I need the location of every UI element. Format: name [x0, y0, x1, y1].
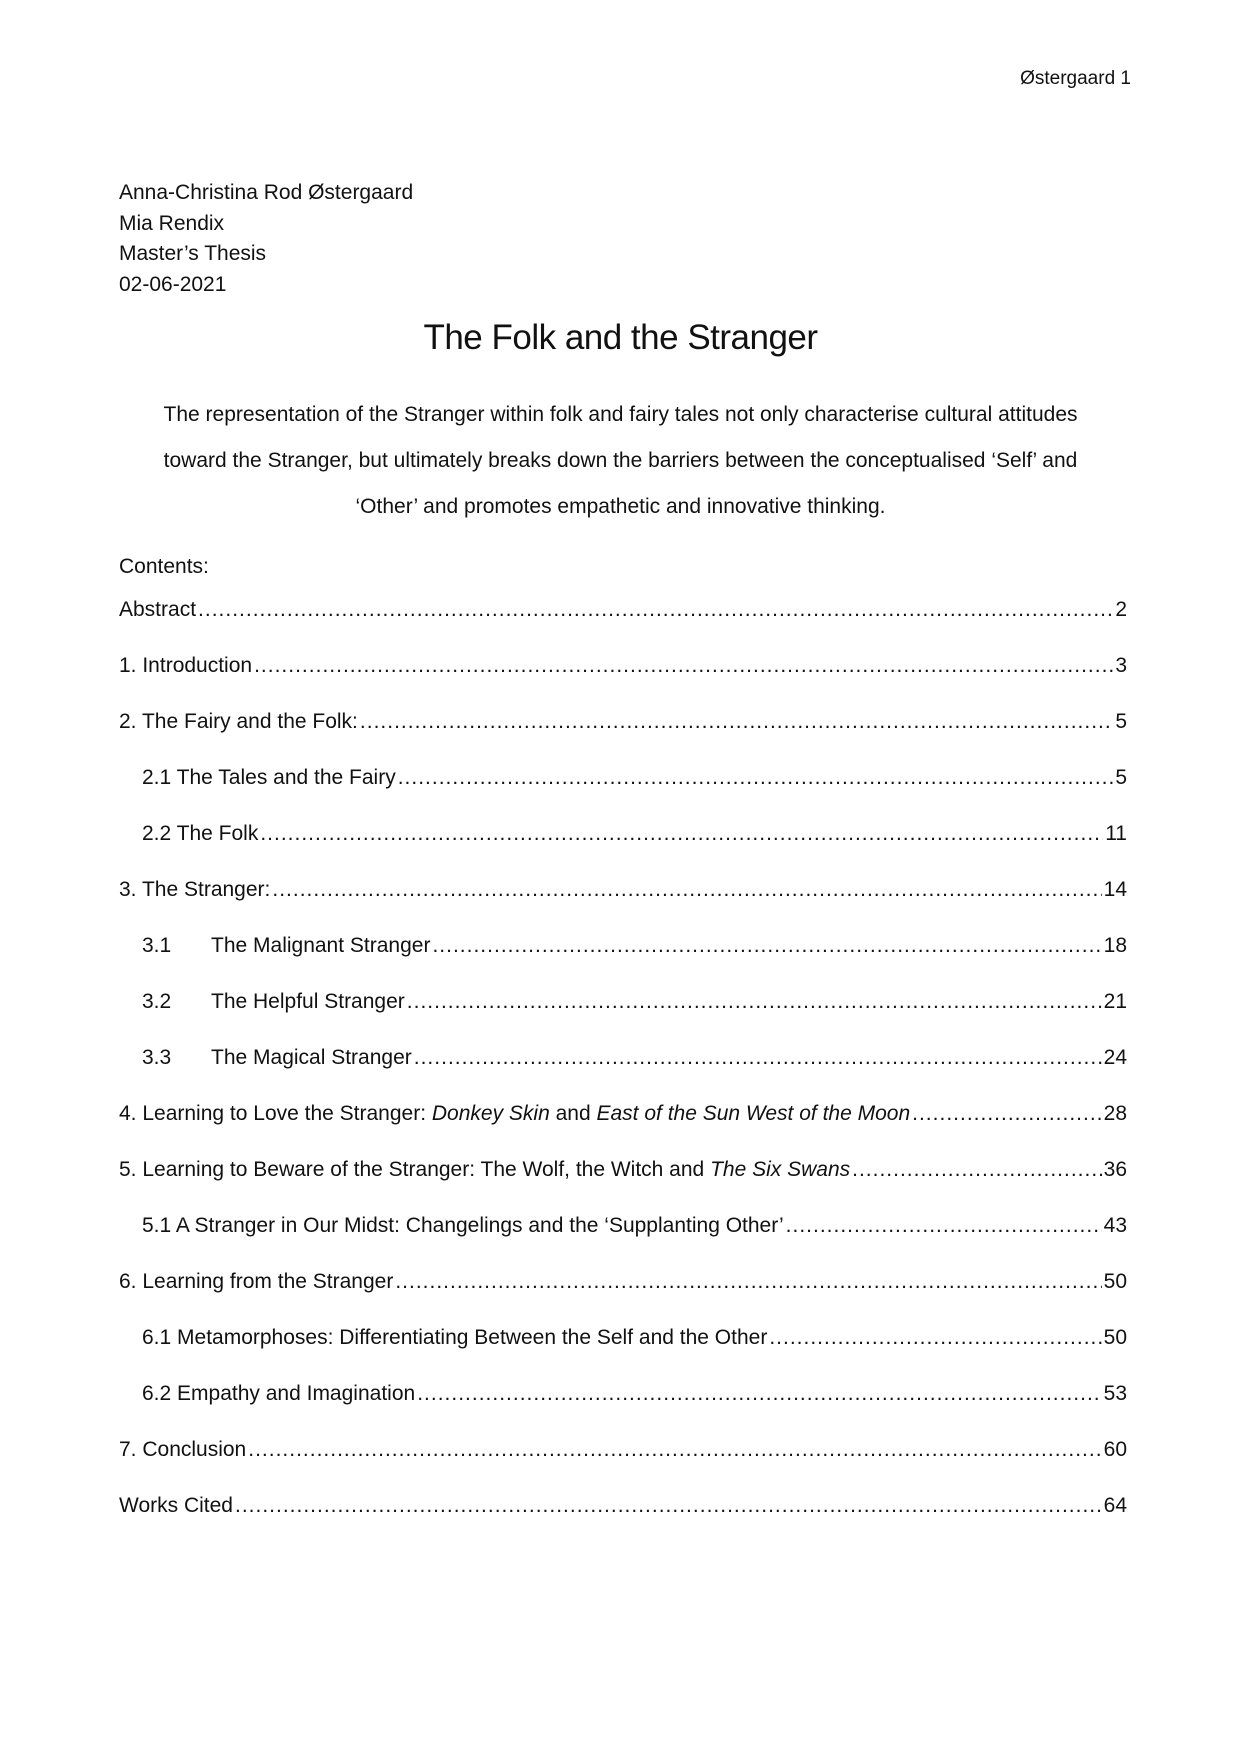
- document-subtitle: The representation of the Stranger within folk and fairy tales not only characterise cultural attitudes toward the Stranger, but ultimately breaks down the barriers between the conceptualised ‘Self’ and ‘Other’ and promotes empathetic and innovative thinking.: [163, 403, 1078, 518]
- toc-entry[interactable]: [119, 878, 1127, 934]
- contents-heading: Contents:: [119, 555, 209, 578]
- toc-page-number: 5: [1115, 710, 1127, 733]
- toc-entry-title: 1. Introduction: [119, 654, 253, 677]
- toc-entry[interactable]: [119, 934, 1127, 990]
- toc-entry[interactable]: [119, 1270, 1127, 1326]
- running-head: Østergaard 1: [1020, 68, 1131, 89]
- toc-page-number: 18: [1103, 934, 1127, 957]
- toc-entry[interactable]: [119, 1326, 1127, 1382]
- toc-entry-title: 2.2 The Folk: [142, 822, 259, 845]
- toc-page-number: 43: [1103, 1214, 1127, 1237]
- toc-entry[interactable]: [119, 654, 1127, 710]
- toc-page-number: 2: [1115, 598, 1127, 621]
- toc-entry-title: The Helpful Stranger: [211, 990, 405, 1013]
- toc-leader-dots: [786, 1214, 1102, 1238]
- toc-entry[interactable]: [119, 1382, 1127, 1438]
- toc-leader-dots: [852, 1158, 1102, 1182]
- toc-page-number: 14: [1103, 878, 1127, 901]
- toc-page-number: 50: [1103, 1270, 1127, 1293]
- toc-entry[interactable]: [119, 822, 1127, 878]
- toc-entry[interactable]: [119, 1102, 1127, 1158]
- toc-entry[interactable]: [119, 710, 1127, 766]
- toc-leader-dots: [254, 654, 1113, 678]
- toc-entry-title: Works Cited: [119, 1494, 233, 1517]
- toc-entry-title: 2. The Fairy and the Folk:: [119, 710, 358, 733]
- toc-entry[interactable]: [119, 1438, 1127, 1494]
- toc-entry[interactable]: [119, 598, 1127, 654]
- toc-entry-title: Abstract: [119, 598, 197, 621]
- toc-leader-dots: [432, 934, 1101, 958]
- toc-entry-number: 3.2: [142, 990, 172, 1013]
- author-name: Anna-Christina Rod Østergaard: [119, 181, 414, 204]
- toc-entry-title: 5.1 A Stranger in Our Midst: Changelings and the ‘Supplanting Other’: [142, 1214, 784, 1237]
- toc-entry-title: 6. Learning from the Stranger: [119, 1270, 394, 1293]
- toc-leader-dots: [198, 598, 1113, 622]
- toc-leader-dots: [417, 1382, 1101, 1406]
- toc-page-number: 36: [1103, 1158, 1127, 1181]
- toc-entry-title: 7. Conclusion: [119, 1438, 247, 1461]
- supervisor-name: Mia Rendix: [119, 211, 225, 235]
- toc-page-number: 21: [1103, 990, 1127, 1013]
- toc-entry[interactable]: [119, 1214, 1127, 1270]
- toc-entry-title: 2.1 The Tales and the Fairy: [142, 766, 396, 789]
- toc-entry[interactable]: [119, 766, 1127, 822]
- document-type: Master’s Thesis: [119, 242, 267, 265]
- toc-entry-title: 5. Learning to Beware of the Stranger: The Wolf, the Witch and The Six Swans: [119, 1158, 851, 1181]
- toc-leader-dots: [272, 878, 1101, 902]
- toc-page-number: 64: [1103, 1494, 1127, 1517]
- toc-leader-dots: [407, 990, 1102, 1014]
- toc-leader-dots: [235, 1494, 1102, 1518]
- toc-entry[interactable]: [119, 1158, 1127, 1214]
- toc-entry-title: The Magical Stranger: [211, 1046, 412, 1069]
- toc-entry-number: 3.3: [142, 1046, 172, 1069]
- toc-leader-dots: [360, 710, 1113, 734]
- toc-page-number: 24: [1103, 1046, 1127, 1069]
- toc-leader-dots: [248, 1438, 1101, 1462]
- toc-entry-number: 3.1: [142, 934, 172, 957]
- toc-entry-title: The Malignant Stranger: [211, 934, 431, 957]
- toc-leader-dots: [912, 1102, 1102, 1126]
- toc-page-number: 3: [1115, 654, 1127, 677]
- document-title: The Folk and the Stranger: [423, 318, 818, 357]
- toc-page-number: 53: [1103, 1382, 1127, 1405]
- toc-page-number: 11: [1105, 822, 1127, 845]
- toc-entry-title: 6.1 Metamorphoses: Differentiating Between the Self and the Other: [142, 1326, 768, 1349]
- toc-entry-title: 6.2 Empathy and Imagination: [142, 1382, 416, 1405]
- toc-page-number: 50: [1103, 1326, 1127, 1349]
- author-block: [119, 178, 413, 300]
- toc-page-number: 60: [1103, 1438, 1127, 1461]
- toc-leader-dots: [769, 1326, 1101, 1350]
- table-of-contents: [119, 598, 1127, 1550]
- toc-entry[interactable]: [119, 990, 1127, 1046]
- toc-leader-dots: [260, 822, 1103, 846]
- document-date: 02-06-2021: [119, 272, 227, 296]
- toc-page-number: 5: [1115, 766, 1127, 789]
- toc-leader-dots: [398, 766, 1114, 790]
- toc-leader-dots: [395, 1270, 1101, 1294]
- toc-entry[interactable]: [119, 1494, 1127, 1550]
- toc-entry-title: 3. The Stranger:: [119, 878, 271, 901]
- toc-leader-dots: [414, 1046, 1102, 1070]
- toc-entry[interactable]: [119, 1046, 1127, 1102]
- toc-page-number: 28: [1103, 1102, 1127, 1125]
- toc-entry-title: 4. Learning to Love the Stranger: Donkey Skin and East of the Sun West of the Moon: [119, 1102, 911, 1125]
